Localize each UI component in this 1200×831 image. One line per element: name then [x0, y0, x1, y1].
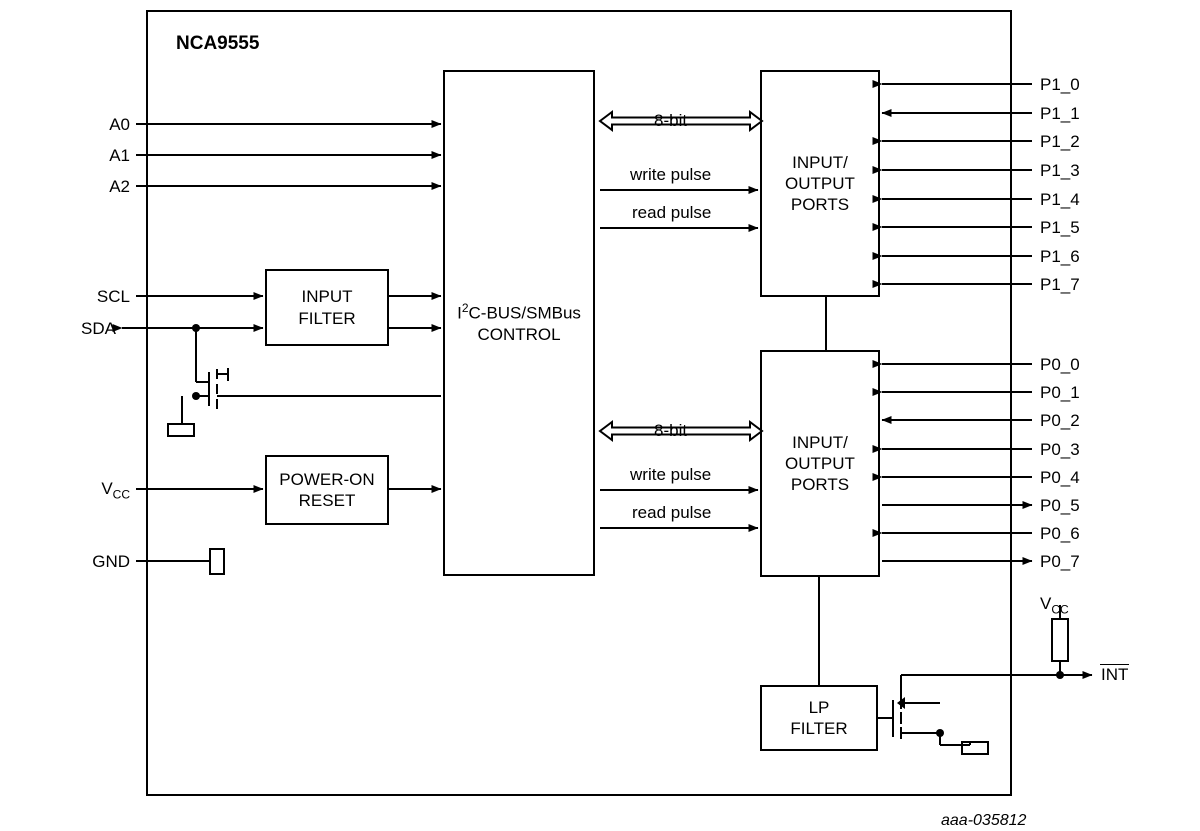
bus-label-bottom: 8-bit [654, 421, 688, 440]
write-pulse-label-top: write pulse [630, 165, 712, 184]
i2c-control-line2: CONTROL [477, 324, 561, 344]
port-label-p0-6: P0_6 [1040, 524, 1080, 543]
i2c-control-block [443, 70, 595, 576]
read-pulse-label-top: read pulse [632, 203, 712, 222]
port-label-p1-7: P1_7 [1040, 275, 1080, 294]
input-filter-line2: FILTER [298, 308, 356, 328]
io-ports-1-line2: OUTPUT [785, 173, 855, 193]
input-filter-block [265, 269, 389, 346]
io-ports-1-block [760, 70, 880, 297]
lp-filter-line2: FILTER [790, 719, 848, 738]
int-output-label: INT [1101, 665, 1129, 684]
read-pulse-label-bottom: read pulse [632, 503, 712, 522]
pin-label-a1: A1 [109, 146, 130, 165]
power-on-reset-line1: POWER-ON [279, 469, 375, 489]
io-ports-0-line3: PORTS [790, 475, 850, 495]
input-filter-line1: INPUT [301, 287, 353, 307]
pin-label-gnd: GND [92, 552, 130, 571]
lp-filter-block [760, 685, 878, 751]
io-ports-1-line1: INPUT/ [792, 152, 848, 172]
port-label-p1-0: P1_0 [1040, 75, 1080, 94]
port-label-p0-1: P0_1 [1040, 383, 1080, 402]
port-label-p1-5: P1_5 [1040, 218, 1080, 237]
i2c-control-line1: $I^2C-BUS$/SMBus [457, 300, 581, 323]
port-label-p1-3: P1_3 [1040, 161, 1080, 180]
pullup-vcc-label: $V_{CC}$ [1040, 594, 1069, 617]
power-on-reset-block [265, 455, 389, 525]
port-label-p0-3: P0_3 [1040, 440, 1080, 459]
chip-title: NCA9555 [176, 33, 260, 54]
io-ports-0-block [760, 350, 880, 577]
pin-label-sda: SDA [81, 319, 116, 338]
bus-label-top: 8-bit [654, 111, 688, 130]
port-label-p1-1: P1_1 [1040, 104, 1080, 123]
pin-label-a0: A0 [109, 115, 130, 134]
pin-label-scl: SCL [96, 287, 130, 306]
port-label-p1-4: P1_4 [1040, 190, 1080, 209]
pin-label-a2: A2 [109, 177, 130, 196]
port-label-p1-2: P1_2 [1040, 132, 1080, 151]
pin-label-vcc: $V_{CC}$ [101, 479, 130, 502]
port-label-p0-5: P0_5 [1040, 496, 1080, 515]
port-label-p0-4: P0_4 [1040, 468, 1080, 487]
io-ports-1-line3: PORTS [790, 195, 850, 215]
port-label-p0-2: P0_2 [1040, 411, 1080, 430]
port-label-p0-7: P0_7 [1040, 552, 1080, 571]
io-ports-0-line1: INPUT/ [792, 432, 848, 452]
io-ports-0-line2: OUTPUT [785, 453, 855, 473]
port-label-p1-6: P1_6 [1040, 247, 1080, 266]
lp-filter-line1: LP [808, 697, 830, 717]
write-pulse-label-bottom: write pulse [630, 465, 712, 484]
power-on-reset-line2: RESET [298, 491, 356, 510]
figure-note: aaa-035812 [941, 812, 1027, 829]
port-label-p0-0: P0_0 [1040, 355, 1080, 374]
